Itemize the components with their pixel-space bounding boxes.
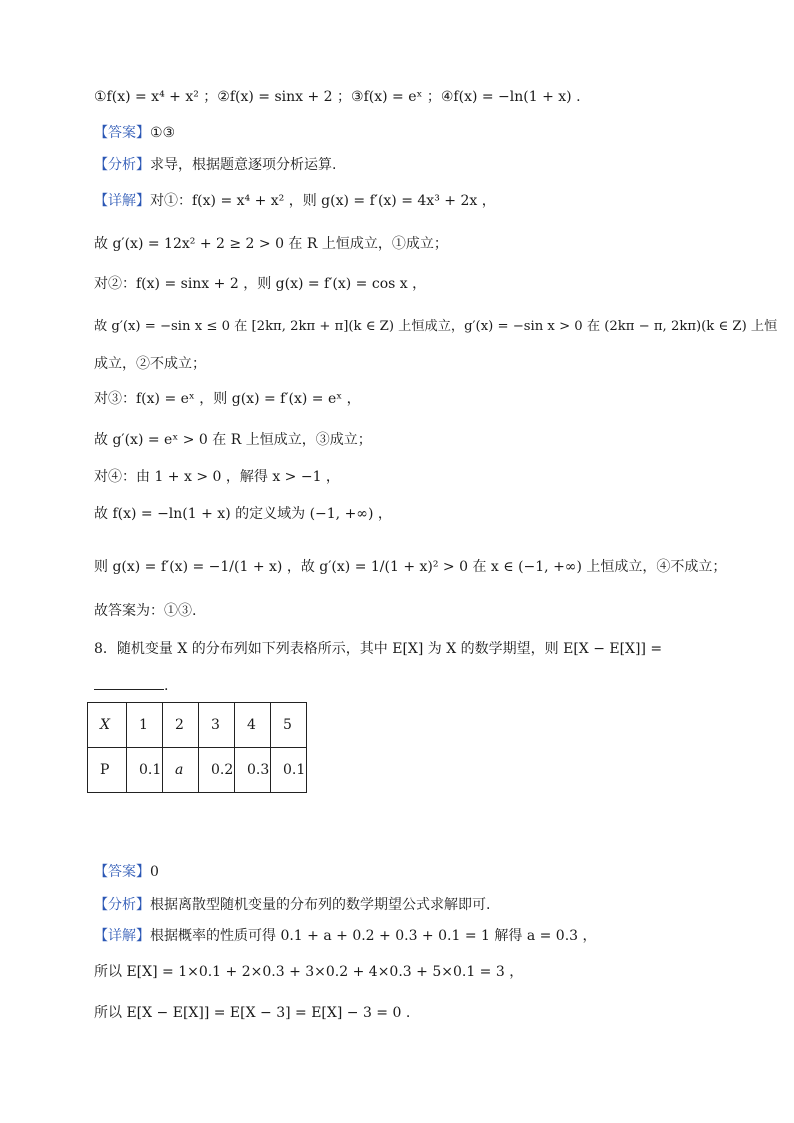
answer-blank	[94, 675, 164, 690]
q7-analysis-line	[94, 154, 336, 176]
table-cell: 4	[235, 703, 271, 748]
q8-detail-line-2: 所以 E[X] = 1×0.1 + 2×0.3 + 3×0.2 + 4×0.3 + 5×0.1 = 3 ，	[94, 964, 524, 980]
table-cell: X	[88, 703, 127, 748]
q7-answer-text: ①③	[150, 125, 176, 141]
q7-detail-line-6: 对③：f(x) = eˣ ，则 g(x) = f′(x) = eˣ ，	[94, 391, 361, 407]
table-cell: 0.3	[235, 748, 271, 793]
table-row	[88, 703, 307, 748]
table-cell: P	[88, 748, 127, 793]
q7-options-line: ①f(x) = x⁴ + x² ；②f(x) = sinx + 2 ；③f(x) = eˣ ；④f(x) = −ln(1 + x) .	[94, 89, 581, 105]
q8-detail-line-3: 所以 E[X − E[X]] = E[X − 3] = E[X] − 3 = 0 .	[94, 1005, 411, 1021]
distribution-table	[87, 702, 307, 793]
q7-detail-line-5: 成立，②不成立；	[94, 356, 206, 372]
table-cell: 0.1	[271, 748, 307, 793]
q7-detail-line-10: 则 g(x) = f′(x) = −1/(1 + x) ，故 g′(x) = 1/(1 + x)² > 0 在 x ∈ (−1, +∞) 上恒成立，④不成立；	[94, 559, 727, 575]
q7-detail-text: 对①：f(x) = x⁴ + x² ，则 g(x) = f′(x) = 4x³ + 2x ，	[150, 193, 496, 209]
answer-tag: 【答案】	[94, 864, 150, 880]
table-cell: 3	[199, 703, 235, 748]
q8-answer-line	[94, 861, 159, 883]
table-cell: 0.1	[127, 748, 163, 793]
q8-blank-period: .	[164, 678, 169, 694]
answer-tag: 【答案】	[94, 125, 150, 141]
q7-detail-line	[94, 190, 496, 212]
q8-answer-text: 0	[150, 864, 159, 880]
q8-question-line: 8．随机变量 X 的分布列如下列表格所示，其中 E[X] 为 X 的数学期望，则 E[X − E[X]] =	[94, 641, 663, 657]
q7-detail-line-9: 故 f(x) = −ln(1 + x) 的定义域为 (−1, +∞) ，	[94, 506, 392, 522]
table-cell: 0.2	[199, 748, 235, 793]
table-cell: 5	[271, 703, 307, 748]
q8-blank-line	[94, 675, 168, 697]
q8-analysis-line	[94, 894, 490, 916]
q7-detail-line-2: 故 g′(x) = 12x² + 2 ≥ 2 > 0 在 R 上恒成立，①成立；	[94, 236, 448, 252]
table-cell: 1	[127, 703, 163, 748]
analysis-tag: 【分析】	[94, 897, 150, 913]
detail-tag: 【详解】	[94, 193, 150, 209]
q7-detail-line-8: 对④：由 1 + x > 0 ，解得 x > −1 ，	[94, 469, 340, 485]
q7-answer-line	[94, 122, 175, 144]
q7-analysis-text: 求导，根据题意逐项分析运算.	[150, 157, 337, 173]
table-cell: a	[163, 748, 199, 793]
table-cell: 2	[163, 703, 199, 748]
q7-detail-line-3: 对②：f(x) = sinx + 2 ，则 g(x) = f′(x) = cos x ，	[94, 276, 427, 292]
q7-detail-line-7: 故 g′(x) = eˣ > 0 在 R 上恒成立，③成立；	[94, 432, 372, 448]
detail-tag: 【详解】	[94, 928, 150, 944]
q8-analysis-text: 根据离散型随机变量的分布列的数学期望公式求解即可.	[150, 897, 491, 913]
q7-conclusion-line: 故答案为：①③.	[94, 603, 197, 619]
q8-detail-text: 根据概率的性质可得 0.1 + a + 0.2 + 0.3 + 0.1 = 1 解得 a = 0.3 ，	[150, 928, 597, 944]
q8-detail-line	[94, 925, 597, 947]
analysis-tag: 【分析】	[94, 157, 150, 173]
q7-detail-line-4: 故 g′(x) = −sin x ≤ 0 在 [2kπ, 2kπ + π](k ∈ Z) 上恒成立，g′(x) = −sin x > 0 在 (2kπ − π, 2kπ)(k ∈ Z) 上恒	[94, 319, 778, 334]
table-row	[88, 748, 307, 793]
